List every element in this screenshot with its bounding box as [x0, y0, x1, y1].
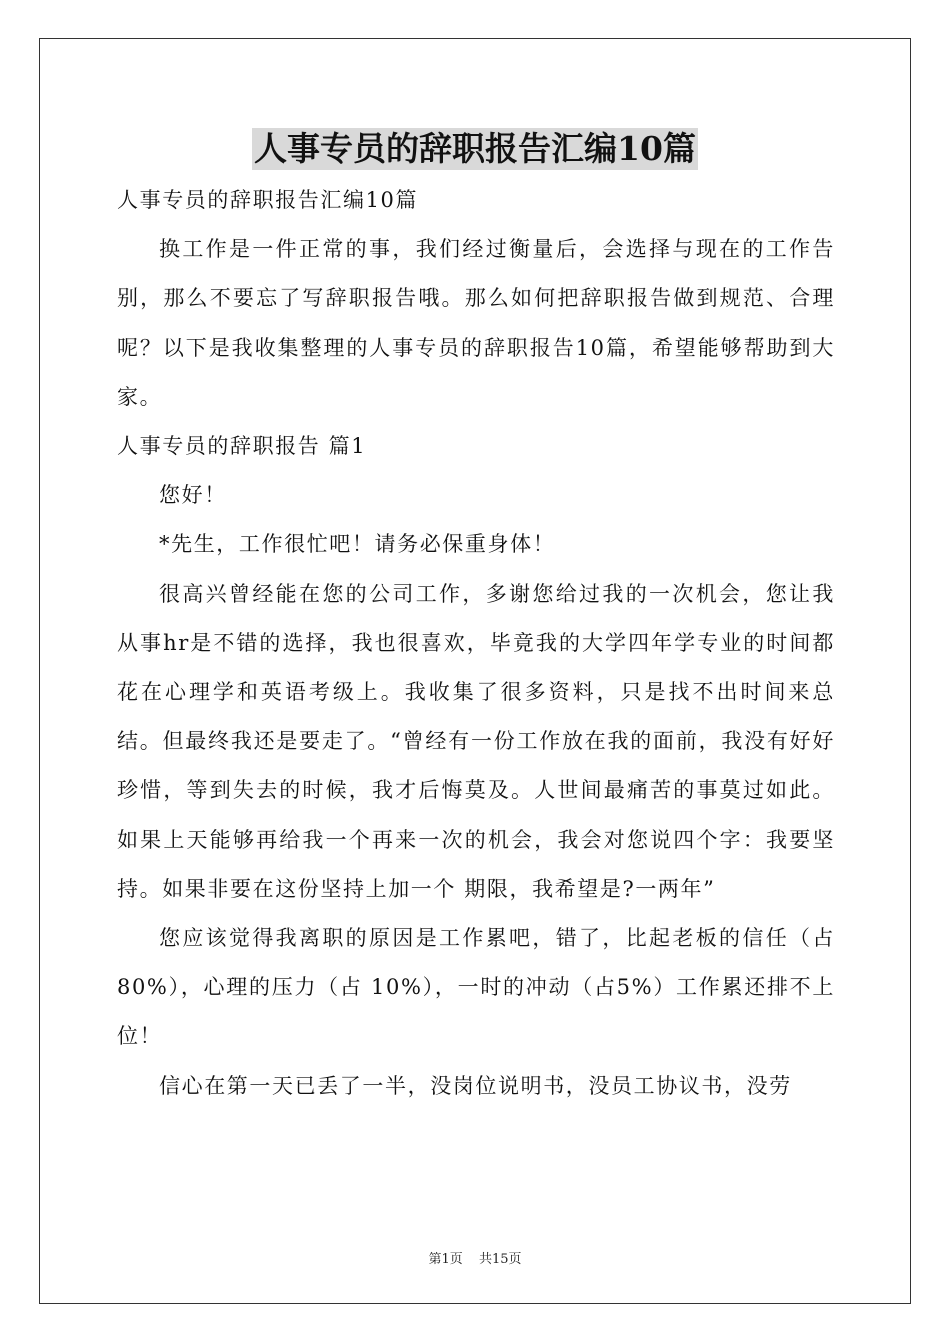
body-paragraph: 您应该觉得我离职的原因是工作累吧，错了，比起老板的信任（占80%），心理的压力（占 10%），一时的冲动（占5%）工作累还排不上位！: [117, 926, 835, 1049]
title-container: [0, 128, 950, 170]
intro-paragraph: 换工作是一件正常的事，我们经过衡量后，会选择与现在的工作告别，那么不要忘了写辞职报告哦。那么如何把辞职报告做到规范、合理呢？以下是我收集整理的人事专员的辞职报告10篇，希望能够帮助到大家。: [117, 237, 835, 409]
document-body: [117, 176, 835, 1111]
salutation-paragraph: *先生，工作很忙吧！请务必保重身体！: [159, 532, 556, 557]
page-footer: [0, 1248, 950, 1267]
greeting-paragraph: 您好！: [159, 483, 227, 508]
body-paragraph: 很高兴曾经能在您的公司工作，多谢您给过我的一次机会，您让我从事hr是不错的选择，我也很喜欢，毕竟我的大学四年学专业的时间都花在心理学和英语考级上。我收集了很多资料，只是找不出时间来总结。但最终我还是要走了。“曾经有一份工作放在我的面前，我没有好好珍惜，等到失去的时候，我才后悔莫及。人世间最痛苦的事莫过如此。如果上天能够再给我一个再来一次的机会，我会对您说四个字：我要坚持。如果非要在这份坚持上加一个 期限，我希望是?一两年”: [117, 581, 835, 901]
page-total: 共15页: [478, 1252, 522, 1267]
body-paragraph: 信心在第一天已丢了一半，没岗位说明书，没员工协议书，没劳: [159, 1073, 792, 1098]
subtitle-line: 人事专员的辞职报告汇编10篇: [117, 188, 419, 212]
section-heading: 人事专员的辞职报告 篇1: [117, 434, 367, 459]
document-title: 人事专员的辞职报告汇编10篇: [254, 129, 696, 168]
page-number: 第1页: [428, 1252, 463, 1267]
